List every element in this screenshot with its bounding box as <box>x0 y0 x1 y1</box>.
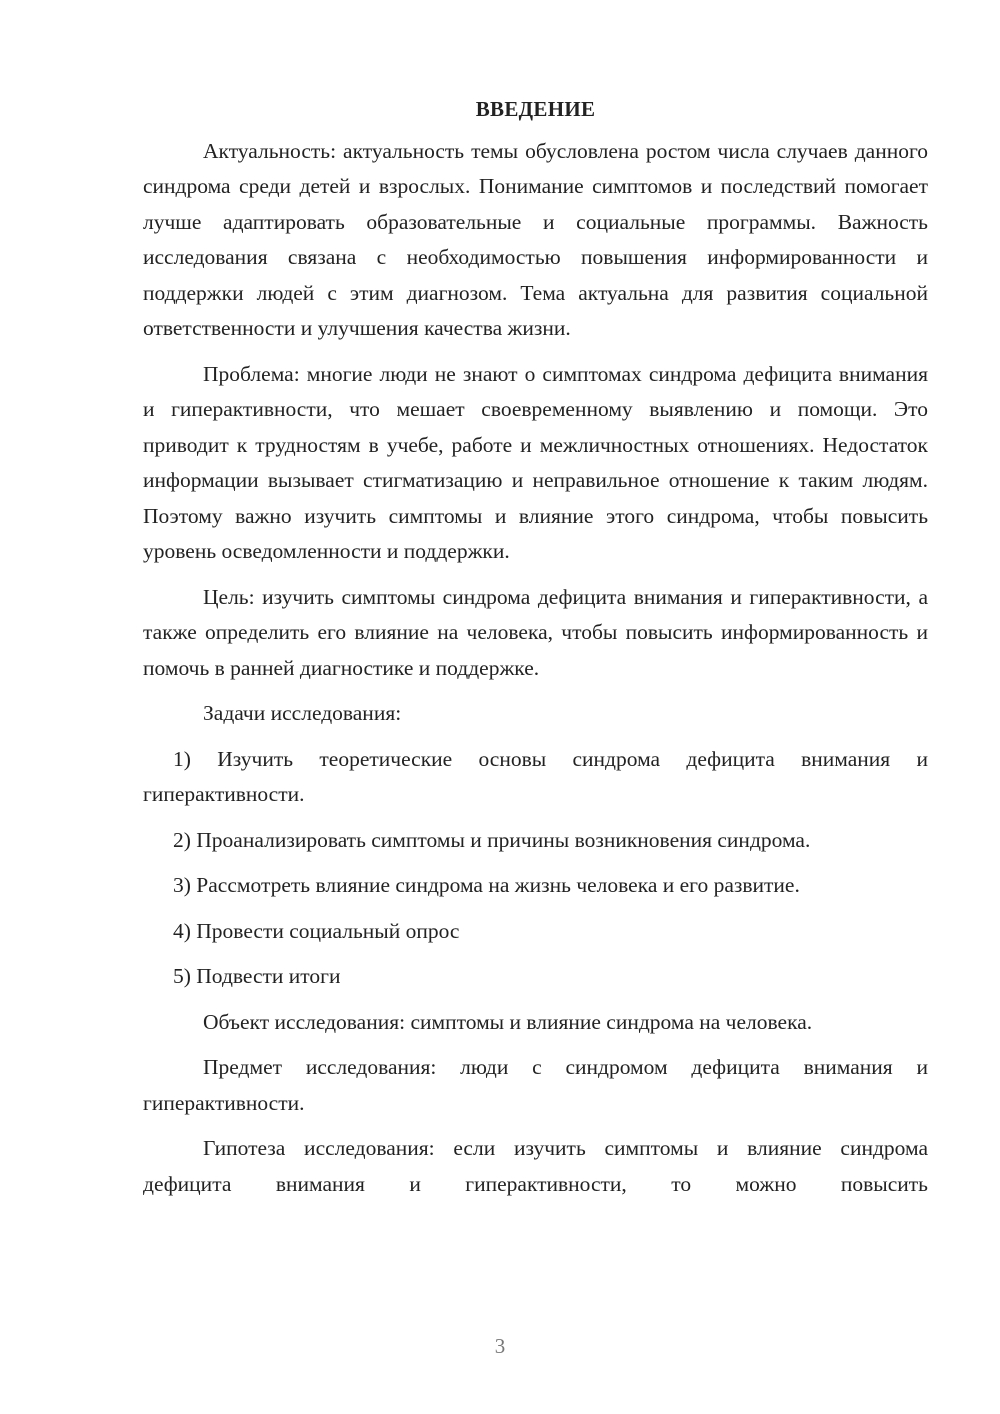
page-content <box>143 92 928 1202</box>
paragraph-problem: Проблема: многие люди не знают о симптомах синдрома дефицита внимания и гиперактивности, что мешает своевременному выявлению и помощи. Это приводит к трудностям в учебе, работе и межличностных отношениях. Недостаток информации вызывает стигматизацию и неправильное отношение к таким людям. Поэтому важно изучить симптомы и влияние этого синдрома, чтобы повысить уровень осведомленности и поддержки. <box>143 361 928 563</box>
page-number: 3 <box>494 1334 506 1358</box>
paragraph-relevance: Актуальность: актуальность темы обусловлена ростом числа случаев данного синдрома среди детей и взрослых. Понимание симптомов и последствий помогает лучше адаптировать образовательные и социальные программы. Важность исследования связана с необходимостью повышения информированности и поддержки людей с этим диагнозом. Тема актуальна для развития социальной ответственности и улучшения качества жизни. <box>143 138 928 340</box>
task-item-5: 5) Подвести итоги <box>173 964 341 988</box>
task-item-2: 2) Проанализировать симптомы и причины возникновения синдрома. <box>173 827 811 852</box>
tasks-heading: Задачи исследования: <box>203 701 402 725</box>
paragraph-goal: Цель: изучить симптомы синдрома дефицита внимания и гиперактивности, а также определить его влияние на человека, чтобы повысить информированность и помочь в ранней диагностике и поддержке. <box>143 584 928 680</box>
task-item-3: 3) Рассмотреть влияние синдрома на жизнь человека и его развитие. <box>173 873 800 897</box>
paragraph-subject: Предмет исследования: люди с синдромом дефицита внимания и гиперактивности. <box>143 1055 928 1115</box>
task-item-1: 1) Изучить теоретические основы синдрома дефицита внимания и гиперактивности. <box>143 746 928 806</box>
page-title: ВВЕДЕНИЕ <box>475 97 596 121</box>
paragraph-hypothesis: Гипотеза исследования: если изучить симптомы и влияние синдрома дефицита внимания и гиперактивности, то можно повысить <box>143 1136 928 1196</box>
task-item-4: 4) Провести социальный опрос <box>173 918 460 943</box>
paragraph-object: Объект исследования: симптомы и влияние синдрома на человека. <box>203 1009 813 1034</box>
